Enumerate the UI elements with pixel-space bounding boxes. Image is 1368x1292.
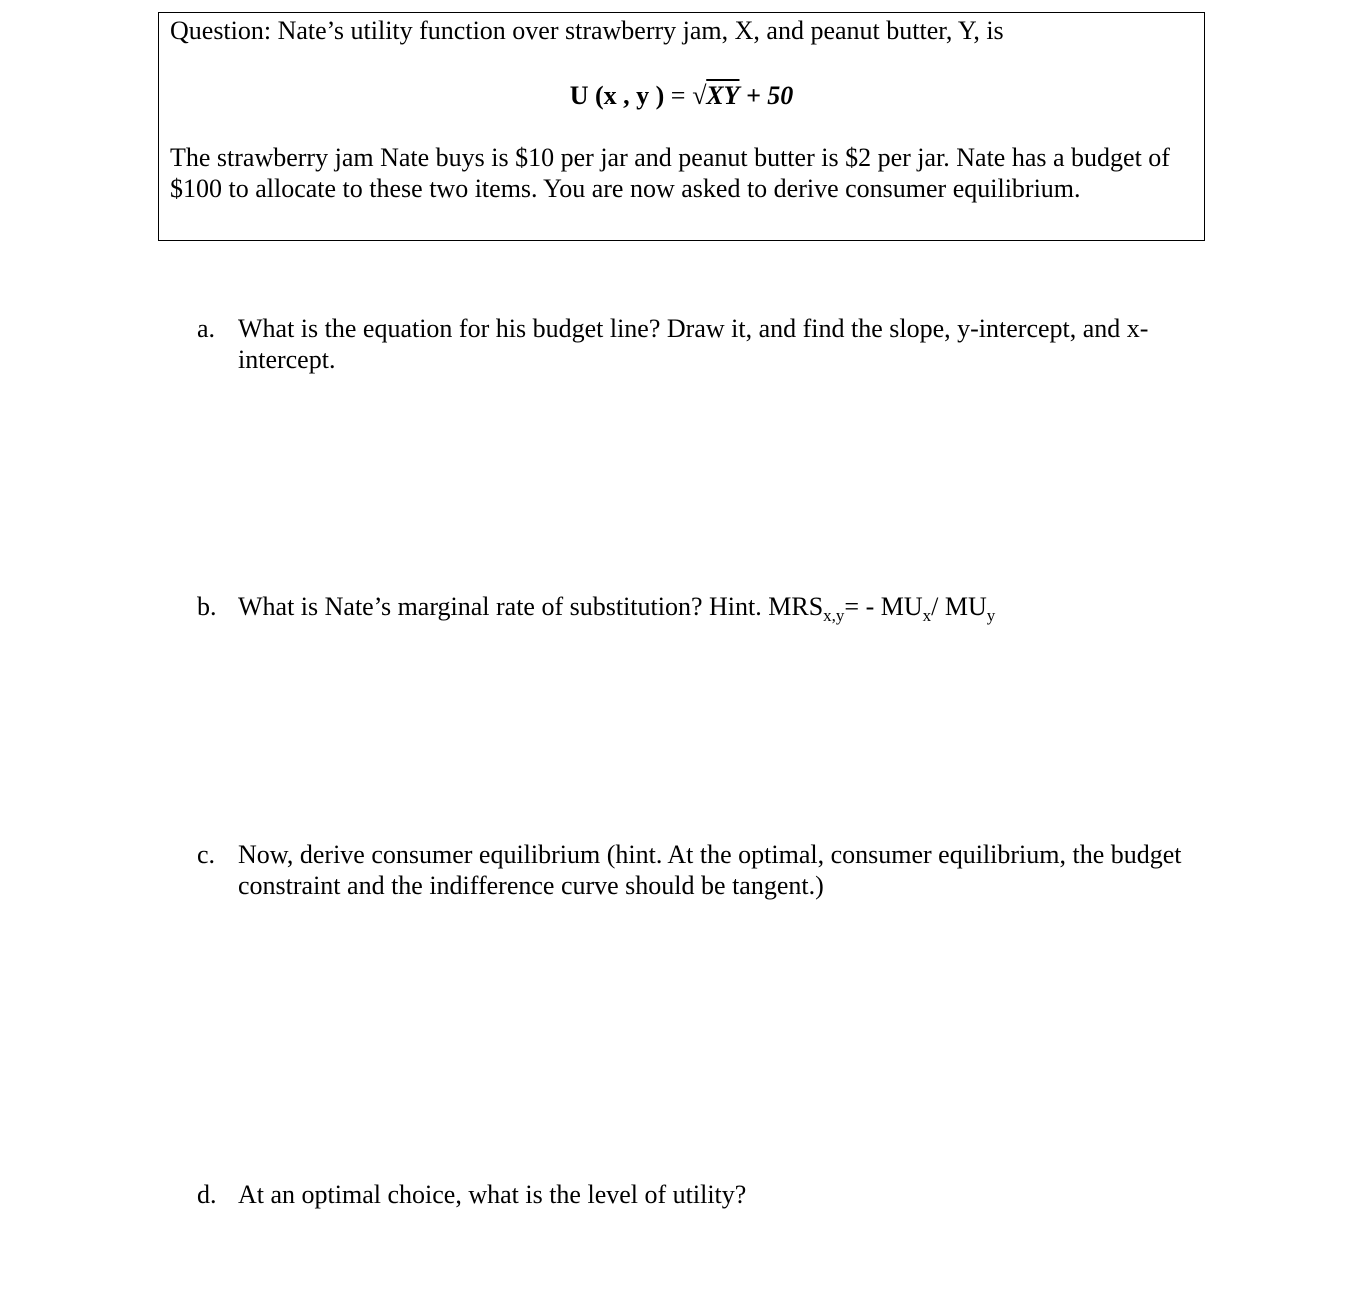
question-intro: Question: Nate’s utility function over strawberry jam, X, and peanut butter, Y, is <box>170 16 1004 45</box>
mu-x-subscript: x <box>922 606 932 625</box>
part-b-letter: b. <box>197 592 217 621</box>
radical-sign: √ <box>691 81 707 110</box>
formula-equals: = <box>670 81 686 110</box>
part-b-text <box>238 591 1188 625</box>
mu-x-prefix: = - MU <box>844 592 923 621</box>
part-c-letter: c. <box>197 840 216 869</box>
part-d-text: At an optimal choice, what is the level of utility? <box>238 1180 747 1209</box>
part-a-text: What is the equation for his budget line? Draw it, and find the slope, y-intercept, and x-intercept. <box>238 314 1149 374</box>
question-body: The strawberry jam Nate buys is $10 per jar and peanut butter is $2 per jar. Nate has a budget of $100 to allocate to these two items. You are now asked to derive consumer equilibrium. <box>170 143 1170 203</box>
formula-radicand: XY <box>706 81 740 110</box>
part-a-letter: a. <box>197 314 216 343</box>
formula-rhs: + 50 <box>745 81 794 110</box>
question-box <box>158 12 1205 241</box>
mrs-subscript: x,y <box>823 606 845 625</box>
utility-formula <box>159 79 1204 113</box>
mu-y-subscript: y <box>986 606 996 625</box>
mu-y-prefix: / MU <box>931 592 987 621</box>
mrs-prefix: What is Nate’s marginal rate of substitution? Hint. MRS <box>238 592 824 621</box>
part-c-text: Now, derive consumer equilibrium (hint. At the optimal, consumer equilibrium, the budget constraint and the indifference curve should be tangent.) <box>238 840 1182 900</box>
formula-lhs: U (x , y ) <box>569 81 665 110</box>
formula-radical <box>692 81 740 110</box>
part-d-letter: d. <box>197 1180 217 1209</box>
